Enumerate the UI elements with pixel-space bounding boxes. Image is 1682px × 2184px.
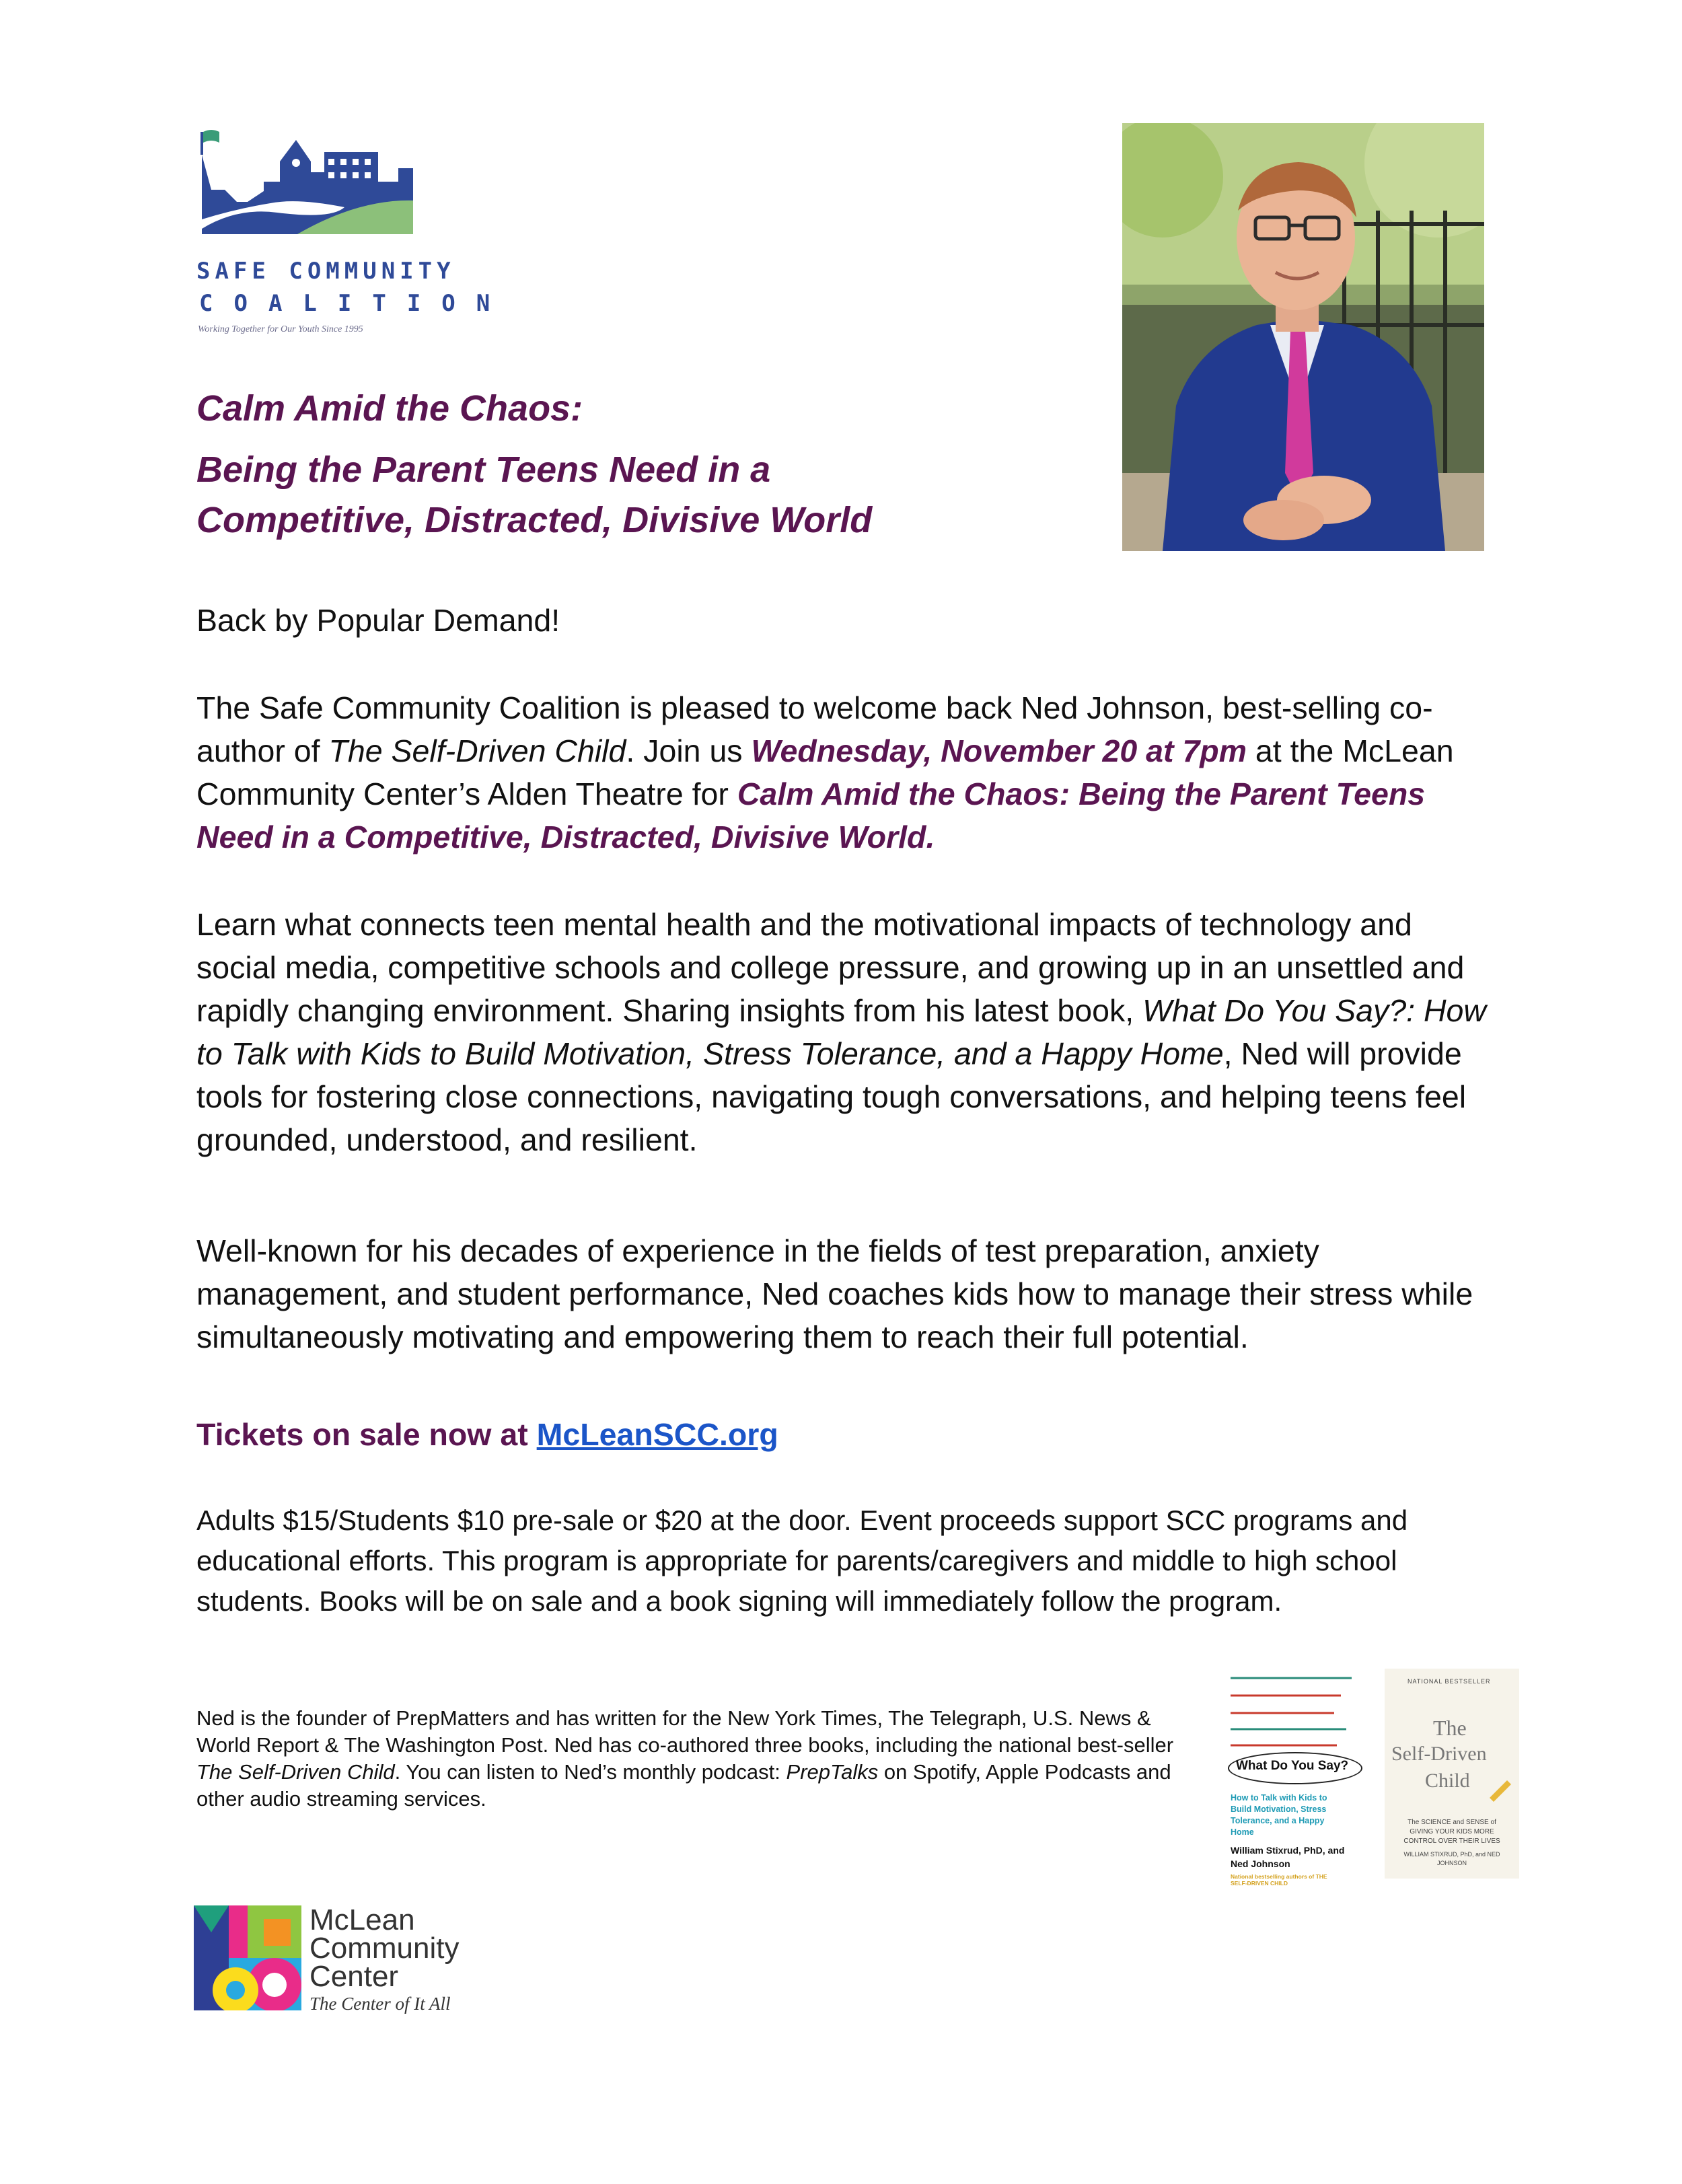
bio-book-title: The Self-Driven Child xyxy=(196,1760,395,1784)
book-cover-self-driven-child xyxy=(1385,1669,1519,1879)
bio-podcast-name: PrepTalks xyxy=(786,1760,879,1784)
scc-logo xyxy=(196,128,511,343)
book2-authors: WILLIAM STIXRUD, PhD, and NED JOHNSON xyxy=(1403,1851,1500,1866)
speaker-photo xyxy=(1122,123,1484,551)
mcc-logo-mark xyxy=(194,1905,301,2010)
pencil-icon xyxy=(1487,1775,1514,1802)
book1-authors: William Stixrud, PhD, and Ned Johnson xyxy=(1231,1845,1345,1869)
book2-title-line2: Self-Driven xyxy=(1391,1743,1487,1765)
bio-text-2: . You can listen to Ned’s monthly podcast: xyxy=(394,1760,787,1784)
book2-title-line3: Child xyxy=(1425,1770,1470,1792)
intro-text-1: The Safe Community Coalition is pleased to welcome back Ned Johnson, best-selling co-author of xyxy=(196,690,1433,768)
learn-text-1: Learn what connects teen mental health and the motivational impacts of technology and social media, competitive schools and college pressure, and growing up in an unsettled and rapidly changing environment. Sharing insights from his latest book, xyxy=(196,907,1465,1028)
book1-subtitle: How to Talk with Kids to Build Motivation, Stress Tolerance, and a Happy Home xyxy=(1231,1793,1327,1837)
book-cover-what-do-you-say xyxy=(1227,1669,1364,1887)
event-title-line-3: Competitive, Distracted, Divisive World xyxy=(196,500,873,540)
well-known-paragraph: Well-known for his decades of experience in the fields of test preparation, anxiety management, and student performance, Ned coaches kids how to manage their stress while simultaneously motivating and empowering them to reach their full potential. xyxy=(196,1233,1473,1354)
event-date: Wednesday, November 20 at 7pm xyxy=(751,733,1247,768)
bio-text-1: Ned is the founder of PrepMatters and has written for the New York Times, The Telegraph, U.S. News & World Report & The Washington Post. Ned has co-authored three books, including the national best-seller xyxy=(196,1706,1174,1757)
learn-text-2: , Ned will provide tools for fostering close connections, navigating tough conversations, and helping teens feel grounded, understood, and resilient. xyxy=(196,1036,1467,1157)
logo-tagline: Working Together for Our Youth Since 1995 xyxy=(198,324,363,334)
book2-subtitle: The SCIENCE and SENSE of GIVING YOUR KIDS MORE CONTROL OVER THEIR LIVES xyxy=(1403,1819,1500,1845)
mcc-line-3: Center xyxy=(309,1960,399,1993)
intro-event-name: Calm Amid the Chaos: Being the Parent Teens Need in a Competitive, Distracted, Divisive World. xyxy=(196,776,1426,854)
learn-book-title: What Do You Say?: How to Talk with Kids to Build Motivation, Stress Tolerance, and a Happy Home xyxy=(196,993,1487,1071)
book1-title: What Do You Say? xyxy=(1236,1759,1349,1773)
back-by-popular-demand: Back by Popular Demand! xyxy=(196,603,560,638)
bio-text-3: on Spotify, Apple Podcasts and other audio streaming services. xyxy=(196,1760,1171,1811)
book2-badge: NATIONAL BESTSELLER xyxy=(1407,1678,1491,1685)
intro-book-title: The Self-Driven Child xyxy=(328,733,626,768)
intro-text-2: . Join us xyxy=(626,733,752,768)
logo-line-1: SAFE COMMUNITY xyxy=(196,258,455,285)
intro-paragraph xyxy=(196,686,1498,859)
scc-logo-graphic xyxy=(196,128,418,249)
tickets-line xyxy=(196,1413,1498,1456)
logo-line-2: COALITION xyxy=(199,290,511,317)
mclean-community-center-logo xyxy=(194,1904,497,2018)
crossed-out-lines xyxy=(1227,1669,1364,1749)
pricing-paragraph: Adults $15/Students $10 pre-sale or $20 at the door. Event proceeds support SCC programs and educational efforts. This program is appropriate for parents/caregivers and middle to high school students. Books will be on sale and a book signing will immediately follow the program. xyxy=(196,1504,1408,1617)
learn-paragraph xyxy=(196,903,1498,1161)
event-title-line-2: Being the Parent Teens Need in a xyxy=(196,449,771,490)
mcc-line-1: McLean xyxy=(309,1903,415,1936)
mcc-line-2: Community xyxy=(309,1932,460,1965)
tickets-label: Tickets on sale now at xyxy=(196,1417,537,1452)
book2-title-line1: The xyxy=(1433,1716,1467,1740)
intro-text-3: at the McLean Community Center’s Alden Theatre for xyxy=(196,733,1454,811)
event-title-line-1: Calm Amid the Chaos: xyxy=(196,388,583,429)
tickets-link[interactable]: McLeanSCC.org xyxy=(536,1417,778,1452)
mcc-tagline: The Center of It All xyxy=(309,1994,451,2014)
book1-note: National bestselling authors of THE SELF-DRIVEN CHILD xyxy=(1231,1873,1327,1887)
bio-paragraph xyxy=(196,1705,1192,1813)
